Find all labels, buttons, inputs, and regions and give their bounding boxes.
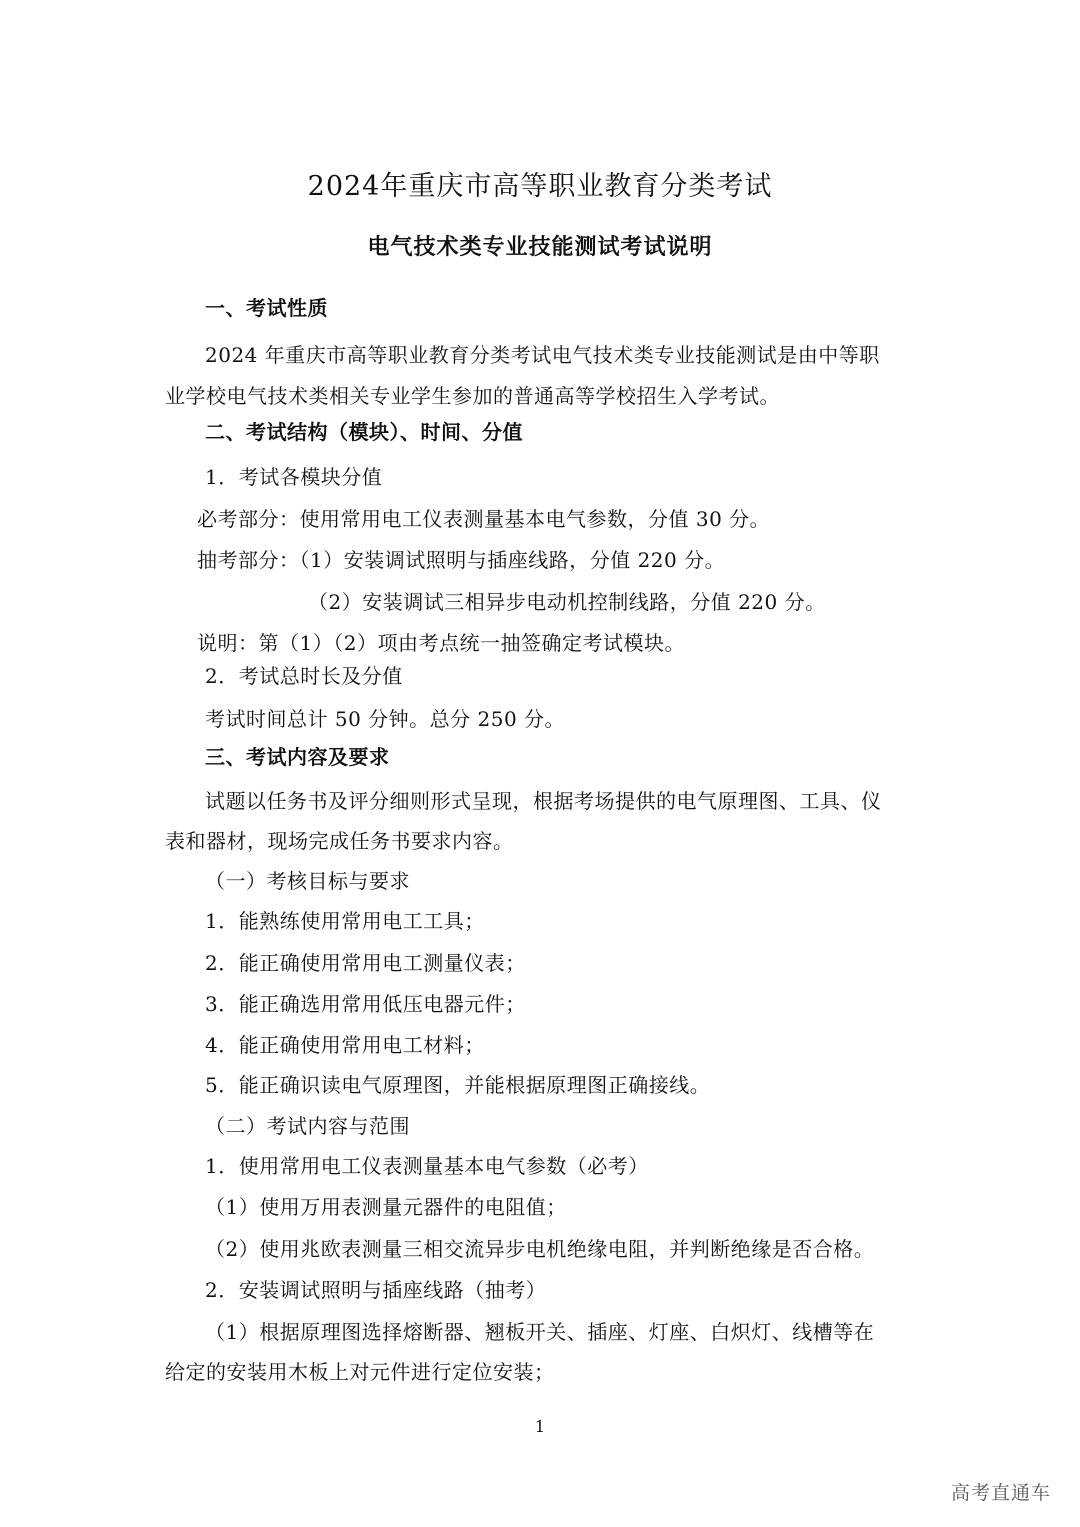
goal-item: 3．能正确选用常用低压电器元件；: [205, 992, 526, 1016]
goal-item: 4．能正确使用常用电工材料；: [205, 1033, 485, 1057]
content1-item-a: （1）使用万用表测量元器件的电阻值；: [205, 1195, 567, 1219]
section2-optional-1: 抽考部分：（1）安装调试照明与插座线路，分值 220 分。: [197, 548, 726, 572]
section1-paragraph-line2: 业学校电气技术类相关专业学生参加的普通高等学校招生入学考试。: [165, 384, 780, 408]
goal-item: 2．能正确使用常用电工测量仪表；: [205, 951, 526, 975]
content2-item-a-line2: 给定的安装用木板上对元件进行定位安装；: [165, 1360, 555, 1384]
section3-intro-line1: 试题以任务书及评分细则形式呈现，根据考场提供的电气原理图、工具、仪: [205, 789, 882, 813]
section3-heading: 三、考试内容及要求: [205, 745, 390, 769]
section3-sub1-title: （一）考核目标与要求: [205, 869, 410, 893]
page-number: 1: [534, 1417, 546, 1436]
section2-item2-text: 考试时间总计 50 分钟。总分 250 分。: [205, 707, 566, 731]
section2-item2-title: 2．考试总时长及分值: [205, 664, 403, 688]
section2-item1-title: 1．考试各模块分值: [205, 465, 383, 489]
section2-heading: 二、考试结构（模块）、时间、分值: [205, 420, 523, 444]
content2-item-a-line1: （1）根据原理图选择熔断器、翘板开关、插座、灯座、白炽灯、线槽等在: [205, 1320, 875, 1344]
content1-item-b: （2）使用兆欧表测量三相交流异步电机绝缘电阻，并判断绝缘是否合格。: [205, 1237, 875, 1261]
section2-note: 说明：第（1）（2）项由考点统一抽签确定考试模块。: [197, 631, 685, 655]
section2-required: 必考部分：使用常用电工仪表测量基本电气参数，分值 30 分。: [197, 507, 771, 531]
document-title: 2024年重庆市高等职业教育分类考试: [307, 171, 773, 202]
content2-title: 2．安装调试照明与插座线路（抽考）: [205, 1278, 547, 1302]
content1-title: 1．使用常用电工仪表测量基本电气参数（必考）: [205, 1154, 649, 1178]
document-subtitle: 电气技术类专业技能测试考试说明: [367, 235, 713, 260]
section2-optional-2: （2）安装调试三相异步电动机控制线路，分值 220 分。: [308, 590, 826, 614]
section1-paragraph-line1: 2024 年重庆市高等职业教育分类考试电气技术类专业技能测试是由中等职: [205, 343, 880, 367]
goal-item: 5．能正确识读电气原理图，并能根据原理图正确接线。: [205, 1073, 711, 1097]
section3-sub2-title: （二）考试内容与范围: [205, 1114, 410, 1138]
goal-item: 1．能熟练使用常用电工工具；: [205, 909, 485, 933]
watermark: 高考直通车: [950, 1482, 1051, 1504]
section3-intro-line2: 表和器材，现场完成任务书要求内容。: [165, 829, 514, 853]
section1-heading: 一、考试性质: [205, 296, 328, 320]
